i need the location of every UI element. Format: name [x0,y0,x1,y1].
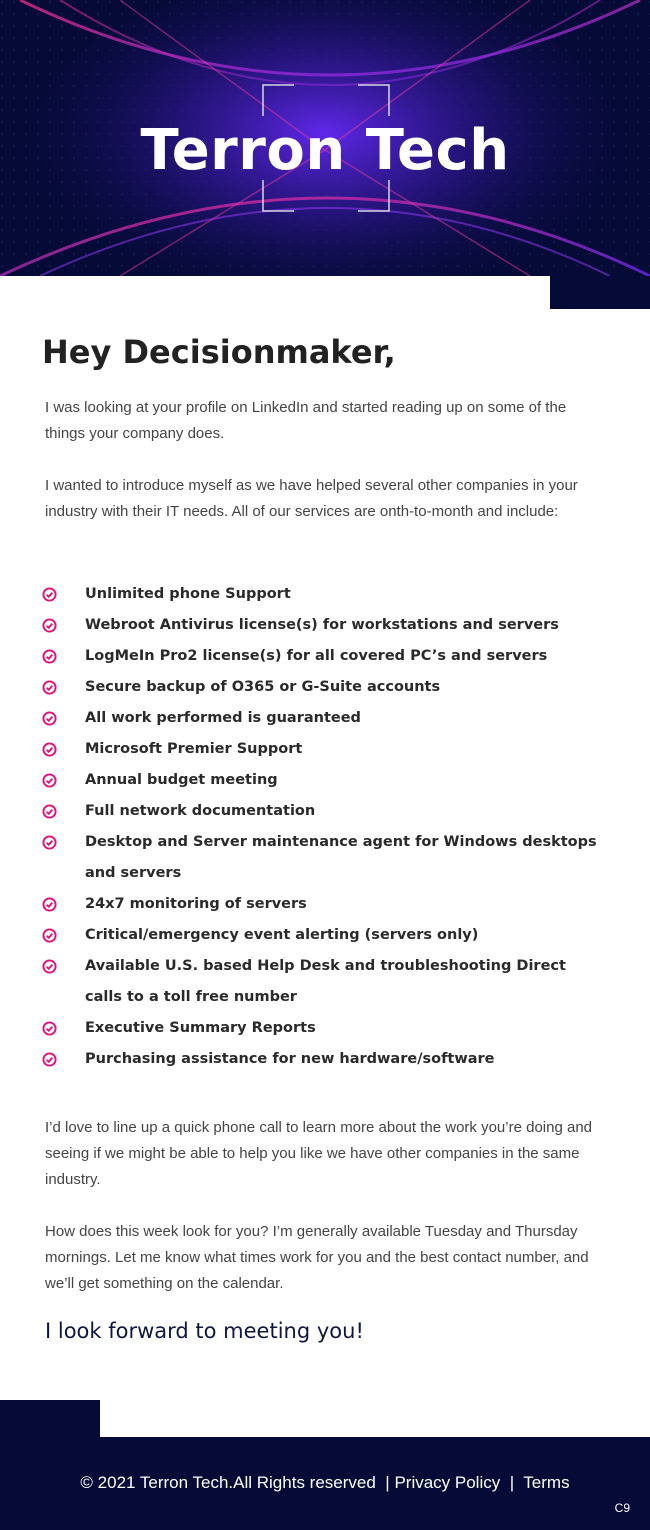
check-circle-icon [42,835,57,850]
check-circle-icon [42,618,57,633]
list-item [42,1013,602,1044]
greeting-heading: Hey Decisionmaker, [42,333,396,371]
list-item-label: Critical/emergency event alerting (servers only) [85,927,479,943]
intro-paragraph-2: I wanted to introduce myself as we have helped several other companies in your industry with their IT needs. All of our services are onth-to-month and include: [45,477,578,520]
list-item [42,610,602,641]
footer-links [0,1473,650,1493]
list-item-label: Webroot Antivirus license(s) for workstations and servers [85,617,559,633]
hero-banner [0,0,650,309]
footer-accent-block [0,1400,100,1437]
list-item [42,827,602,889]
privacy-policy-link[interactable]: Privacy Policy [394,1473,501,1492]
list-item [42,641,602,672]
list-item [42,672,602,703]
list-item-label: Annual budget meeting [85,772,278,788]
check-circle-icon [42,897,57,912]
list-item-label: All work performed is guaranteed [85,710,361,726]
list-item [42,920,602,951]
check-circle-icon [42,773,57,788]
copyright-text: © 2021 Terron Tech.All Rights reserved [80,1473,376,1492]
list-item-label: 24x7 monitoring of servers [85,896,307,912]
email-content [0,309,650,1400]
footer-separator: | [385,1473,390,1492]
check-circle-icon [42,1052,57,1067]
closing-heading: I look forward to meeting you! [45,1319,364,1343]
check-circle-icon [42,680,57,695]
content-card-bottom [100,1400,650,1437]
check-circle-icon [42,804,57,819]
list-item-label: Full network documentation [85,803,316,819]
intro-paragraph-1: I was looking at your profile on LinkedIn and started reading up on some of the things your company does. [45,399,567,442]
list-item-label: Purchasing assistance for new hardware/software [85,1051,495,1067]
outro-paragraph-2: How does this week look for you? I’m generally available Tuesday and Thursday mornings. Let me know what times work for you and the best contact number, and we’ll get something on the calendar. [45,1223,589,1292]
list-item [42,734,602,765]
check-circle-icon [42,649,57,664]
check-circle-icon [42,928,57,943]
hero-title: Terron Tech [140,118,510,183]
list-item-label: Unlimited phone Support [85,586,291,602]
terms-link[interactable]: Terms [523,1473,570,1492]
list-item [42,579,602,610]
footer-code: C9 [614,1501,630,1515]
check-circle-icon [42,742,57,757]
check-circle-icon [42,959,57,974]
list-item-label: LogMeIn Pro2 license(s) for all covered PC’s and servers [85,648,548,664]
check-circle-icon [42,711,57,726]
list-item-label: Desktop and Server maintenance agent for Windows desktops and servers [85,834,597,881]
list-item [42,951,602,1013]
footer-separator: | [509,1473,515,1492]
services-list [42,579,602,1075]
outro-paragraph-1: I’d love to line up a quick phone call to learn more about the work you’re doing and seeing if we might be able to help you like we have other companies in the same industry. [45,1119,593,1188]
list-item-label: Secure backup of O365 or G-Suite accounts [85,679,441,695]
list-item [42,1044,602,1075]
list-item-label: Available U.S. based Help Desk and troubleshooting Direct calls to a toll free number [85,958,566,1005]
list-item [42,703,602,734]
list-item [42,889,602,920]
list-item [42,765,602,796]
list-item-label: Microsoft Premier Support [85,741,303,757]
list-item-label: Executive Summary Reports [85,1020,316,1036]
check-circle-icon [42,1021,57,1036]
list-item [42,796,602,827]
check-circle-icon [42,587,57,602]
footer [0,1437,650,1530]
